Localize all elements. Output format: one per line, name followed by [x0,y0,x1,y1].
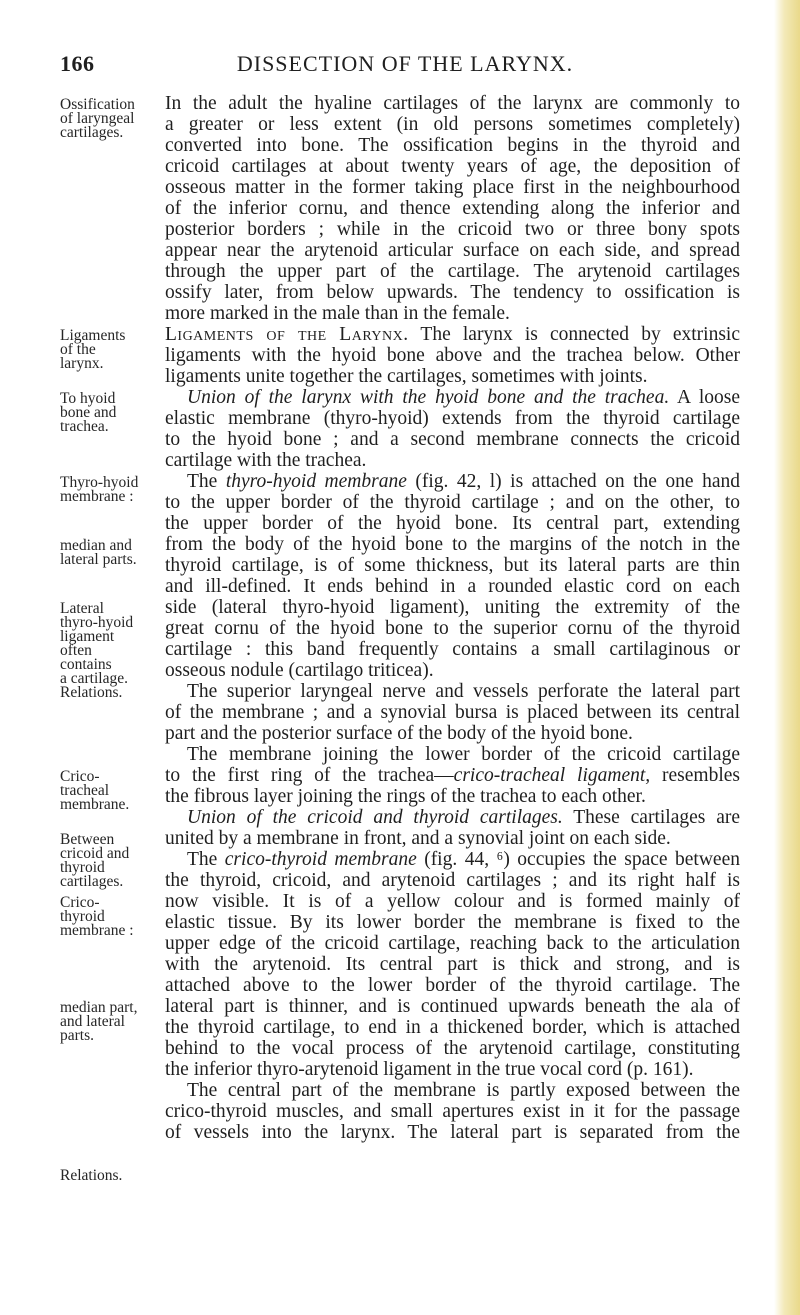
side-note-ossification [60,98,164,140]
text-line: lateral part is thinner, and is continued upwards beneath the ala of [165,996,740,1017]
side-note-line: larynx. [60,355,104,372]
side-note-median-lateral [60,539,164,567]
side-note-line: ligament [60,628,115,645]
text-run: These cartilages are [562,807,740,828]
term: crico-thyroid membrane [224,849,417,870]
text-line: the thyroid cartilage, to end in a thickened border, which is attached [165,1017,740,1038]
text-line: from the body of the hyoid bone to the margins of the notch in the [165,534,740,555]
text-line: cricoid cartilages at about twenty years of age, the deposition of [165,156,740,177]
side-note-crico-thyroid [60,896,164,938]
text-line: now visible. It is of a yellow colour and is formed mainly of [165,891,740,912]
text-line: upper edge of the cricoid cartilage, reaching back to the articulation [165,933,740,954]
text-line [165,471,740,492]
text-line: converted into bone. The ossification begins in the thyroid and [165,135,740,156]
side-note-line: Crico- [60,894,100,911]
side-note-line: often [60,642,92,659]
side-note-thyro-hyoid [60,476,164,504]
side-note-line: membrane. [60,796,130,813]
side-note-line: cartilages. [60,873,124,890]
text-line [165,765,740,786]
side-note-line: thyroid [60,859,105,876]
text-line: a greater or less extent (in old persons sometimes completely) [165,114,740,135]
side-note-line: median and [60,537,132,554]
text-line: the thyroid, cricoid, and arytenoid cartilages ; and its right half is [165,870,740,891]
side-note-line: median part, [60,999,138,1016]
text-line: behind to the vocal process of the arytenoid cartilage, constituting [165,1038,740,1059]
side-note-line: Crico- [60,768,100,785]
text-line [165,324,740,345]
text-run: The [187,849,225,870]
side-note-line: tracheal [60,782,110,799]
text-line: elastic tissue. By its lower border the membrane is fixed to the [165,912,740,933]
text-line: posterior borders ; while in the cricoid two or three bony spots [165,219,740,240]
text-line: the upper border of the hyoid bone. Its central part, extending [165,513,740,534]
side-note-line: To hyoid [60,390,116,407]
text-line [165,807,740,828]
text-line: appear near the arytenoid articular surface on each side, and spread [165,240,740,261]
text-line: united by a membrane in front, and a synovial joint on each side. [165,828,671,849]
text-line: cartilage with the trachea. [165,450,367,471]
side-note-line: Between [60,831,115,848]
side-note-between-cartilages [60,833,164,889]
side-note-line: parts. [60,1027,95,1044]
text-line: osseous matter in the former taking place first in the neighbourhood [165,177,740,198]
text-line: great cornu of the hyoid bone to the superior cornu of the thyroid [165,618,740,639]
side-note-line: Relations. [60,684,123,701]
text-line: osseous nodule (cartilago triticea). [165,660,434,681]
text-run: resembles [650,765,740,786]
text-line: of the membrane ; and a synovial bursa is placed between its central [165,702,740,723]
side-note-line: Lateral [60,600,104,617]
text-line: the inferior thyro-arytenoid ligament in the true vocal cord (p. 161). [165,1059,694,1080]
text-line: to the hyoid bone ; and a second membrane connects the cricoid [165,429,740,450]
text-line: ligaments with the hyoid bone above and the trachea below. Other [165,345,740,366]
text-line: attached above to the lower border of the thyroid cartilage. The [165,975,740,996]
text-line: ossify later, from below upwards. The tendency to ossification is [165,282,740,303]
page-edge [774,0,800,1315]
side-note-relations-2 [60,1169,164,1183]
side-note-line: trachea. [60,418,109,435]
side-note-line: thyro-hyoid [60,614,134,631]
side-note-line: membrane : [60,488,134,505]
page-header [60,51,750,81]
text-line: through the upper part of the cartilage. The arytenoid cartilages [165,261,740,282]
text-run: (fig. 44, ⁶) occupies the space between [416,849,740,870]
text-line: part and the posterior surface of the body of the hyoid bone. [165,723,633,744]
text-line [165,849,740,870]
side-note-crico-tracheal [60,770,164,812]
section-heading: Ligaments of the Larynx. [165,324,409,345]
side-note-lateral-ligament [60,602,164,686]
side-note-ligaments [60,329,164,371]
side-note-relations [60,686,164,700]
text-line: with the arytenoid. Its central part is thick and strong, and is [165,954,740,975]
page-number: 166 [60,51,95,76]
side-note-line: of laryngeal [60,110,135,127]
text-run: The larynx is connected by extrinsic [408,324,740,345]
side-note-line: thyroid [60,908,105,925]
side-note-to-hyoid [60,392,164,434]
side-note-line: membrane : [60,922,134,939]
text-run: The [187,471,226,492]
text-line: In the adult the hyaline cartilages of the larynx are commonly to [165,93,740,114]
text-line: side (lateral thyro-hyoid ligament), uniting the extremity of the [165,597,740,618]
text-line: the fibrous layer joining the rings of the trachea to each other. [165,786,646,807]
text-line: elastic membrane (thyro-hyoid) extends from the thyroid cartilage [165,408,740,429]
text-line: The superior laryngeal nerve and vessels perforate the lateral part [187,681,740,702]
side-note-median-part [60,1001,164,1043]
subsection-heading: Union of the cricoid and thyroid cartilages. [187,807,563,828]
side-note-line: bone and [60,404,117,421]
term: thyro-hyoid membrane [225,471,407,492]
text-run: to the first ring of the trachea— [165,765,454,786]
side-note-line: Ligaments [60,327,126,344]
side-note-line: lateral parts. [60,551,137,568]
text-run: A loose [669,387,740,408]
text-line: and ill-defined. It ends behind in a rounded elastic cord on each [165,576,740,597]
term: crico-tracheal ligament, [453,765,651,786]
side-note-line: cartilages. [60,124,124,141]
side-note-line: Thyro-hyoid [60,474,139,491]
text-line: ligaments unite together the cartilages, sometimes with joints. [165,366,648,387]
side-note-line: of the [60,341,96,358]
side-note-line: contains [60,656,112,673]
text-line [165,387,740,408]
side-note-line: and lateral [60,1013,125,1030]
text-line: cartilage : this band frequently contains a small cartilaginous or [165,639,740,660]
text-line: of vessels into the larynx. The lateral part is separated from the [165,1122,740,1143]
text-line: crico-thyroid muscles, and small apertures exist in it for the passage [165,1101,740,1122]
text-line: The membrane joining the lower border of the cricoid cartilage [187,744,740,765]
text-line: The central part of the membrane is partly exposed between the [187,1080,740,1101]
running-title: DISSECTION OF THE LARYNX. [236,51,574,76]
text-line: thyroid cartilage, is of some thickness, but its lateral parts are thin [165,555,740,576]
side-note-line: cricoid and [60,845,130,862]
text-line: more marked in the male than in the female. [165,303,510,324]
text-line: to the upper border of the thyroid cartilage ; and on the other, to [165,492,740,513]
side-note-line: Ossification [60,96,135,113]
text-line: of the inferior cornu, and thence extending along the inferior and [165,198,740,219]
text-run: (fig. 42, l) is attached on the one hand [406,471,740,492]
subsection-heading: Union of the larynx with the hyoid bone and the trachea. [187,387,670,408]
side-note-line: a cartilage. [60,670,128,687]
side-note-line: Relations. [60,1167,123,1184]
body-text [165,93,740,1143]
